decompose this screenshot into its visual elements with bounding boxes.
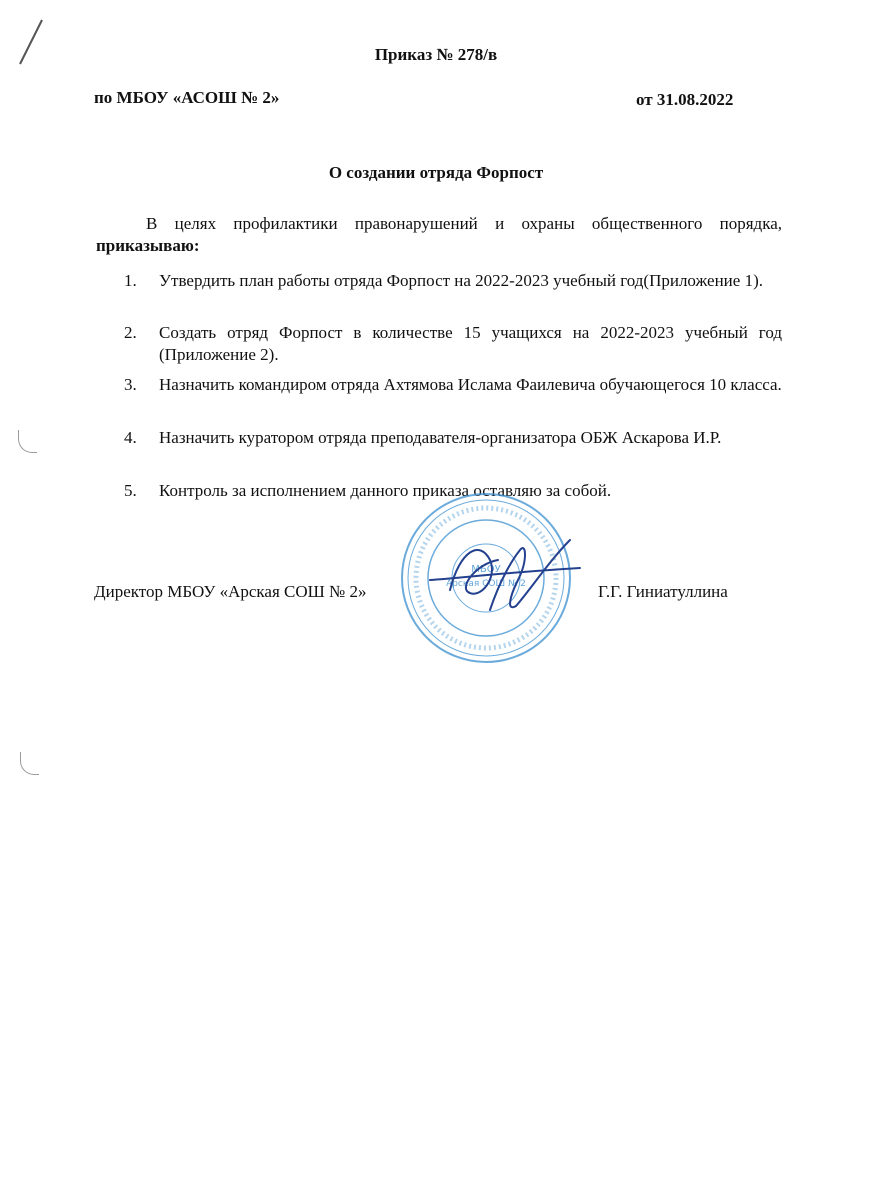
intro-emphasis: приказываю: (96, 236, 200, 255)
order-item-number: 5. (124, 481, 137, 500)
order-item-number: 2. (124, 323, 137, 342)
order-item-number: 1. (124, 271, 137, 290)
punch-hole-mark (20, 752, 39, 775)
order-title: Приказ № 278/в (374, 45, 498, 64)
order-item-number: 3. (124, 375, 137, 394)
punch-hole-mark (18, 430, 37, 453)
intro-paragraph (96, 213, 782, 257)
stamp-text: МБОУ (471, 564, 501, 575)
handwritten-signature (420, 520, 590, 630)
organization-label: по МБОУ «АСОШ № 2» (94, 88, 280, 107)
order-subject: О создании отряда Форпост (328, 163, 544, 182)
order-item-number: 4. (124, 428, 137, 447)
order-item-text: Назначить командиром отряда Ахтямова Ислама Фаилевича обучающегося 10 класса. (159, 375, 782, 394)
order-item (124, 427, 782, 449)
order-item-text: Утвердить план работы отряда Форпост на 2022-2023 учебный год(Приложение 1). (159, 271, 763, 290)
order-item-text: Создать отряд Форпост в количестве 15 учащихся на 2022-2023 учебный год (Приложение 2). (159, 323, 782, 364)
order-item (124, 270, 782, 292)
signature-role: Директор МБОУ «Арская СОШ № 2» (94, 582, 367, 601)
order-item-text: Контроль за исполнением данного приказа оставляю за собой. (159, 481, 612, 500)
order-item (124, 374, 782, 396)
order-item (124, 322, 782, 366)
intro-text: В целях профилактики правонарушений и охраны общественного порядка, (146, 214, 782, 233)
signature-name: Г.Г. Гиниатуллина (598, 582, 728, 601)
order-date: от 31.08.2022 (636, 90, 734, 109)
order-item-text: Назначить куратором отряда преподавателя-организатора ОБЖ Аскарова И.Р. (159, 428, 722, 447)
stamp-text: Арская СОШ № 2 (446, 579, 526, 589)
